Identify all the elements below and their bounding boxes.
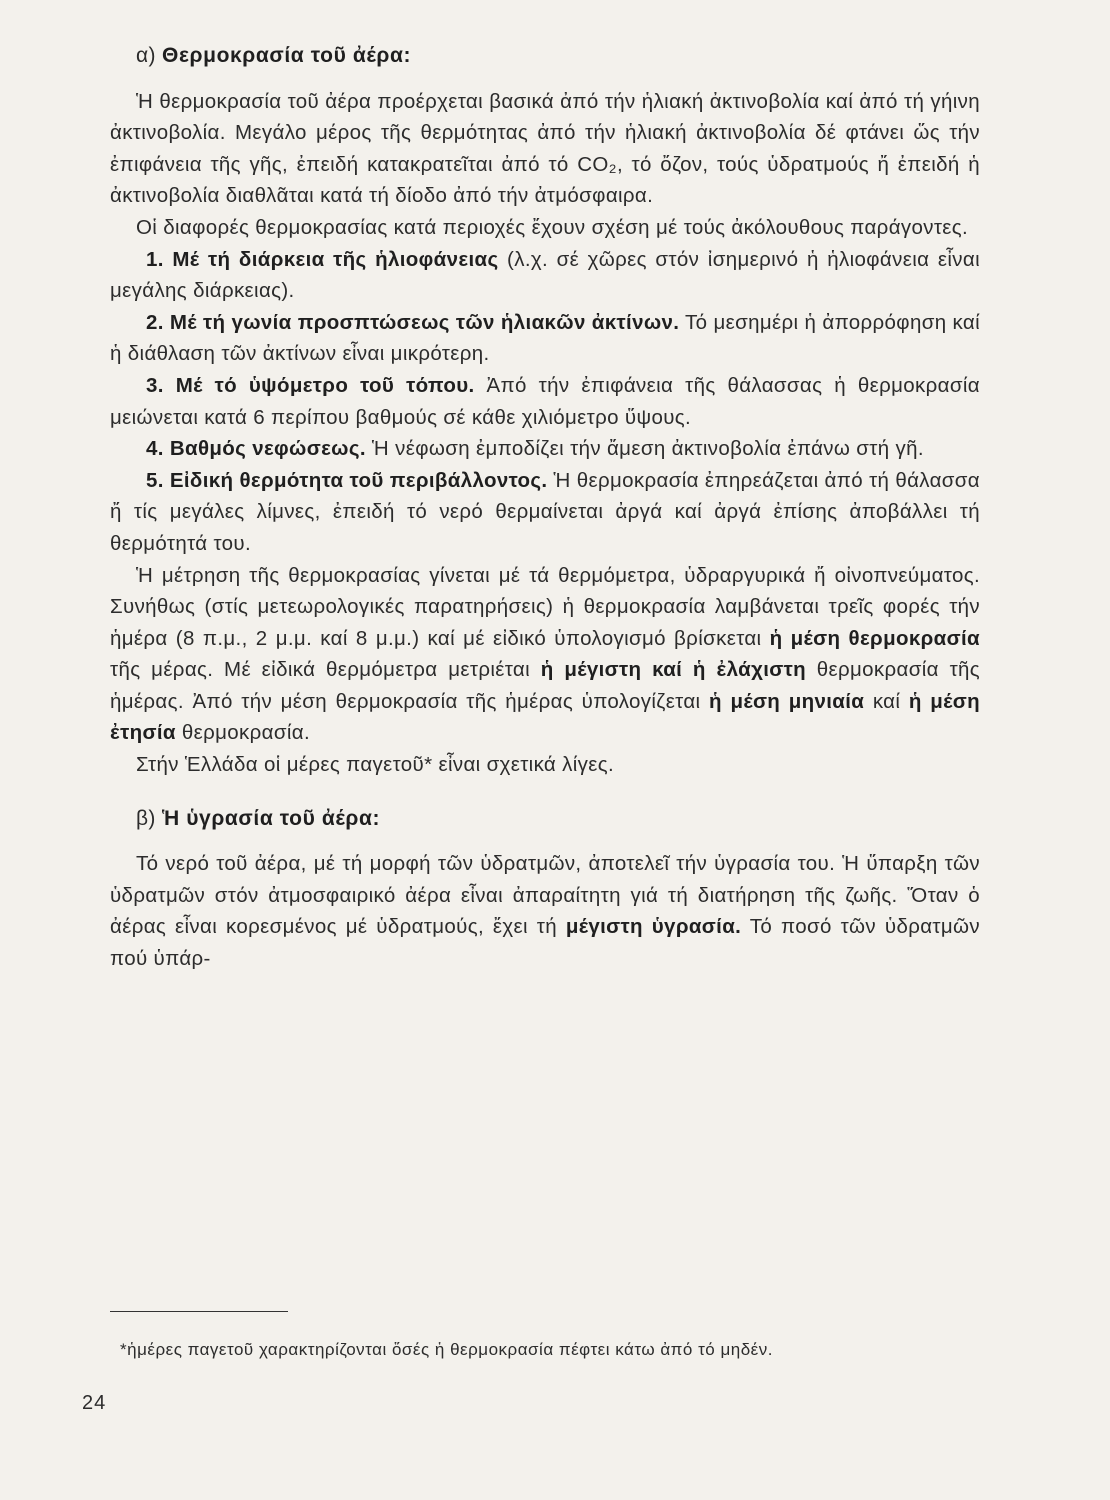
section-a-title: Θερμοκρασία τοῦ ἀέρα:	[162, 44, 412, 67]
measurement-text-5: θερμοκρασία.	[175, 721, 311, 745]
factor-title-4: 4. Βαθμός νεφώσεως.	[146, 437, 366, 461]
factor-title-1: 1. Μέ τή διάρκεια τῆς ἡλιοφάνειας	[146, 247, 499, 271]
main-text	[110, 40, 980, 975]
humidity-text-2: Τό ποσό τῶν ὑδρατμῶν πού ὑπάρ-	[110, 915, 980, 971]
footnote-divider	[110, 1311, 288, 1312]
factor-text-4: Ἡ νέφωση ἐμποδίζει τήν ἄμεση ἀκτινοβολία ἐπάνω στή γῆ.	[365, 437, 924, 461]
section-a-heading	[110, 40, 980, 72]
measurement-bold-4: ἡ μέση ἐτησία	[110, 689, 981, 745]
paragraph-frost-days-greece: Στήν Ἑλλάδα οἱ μέρες παγετοῦ* εἶναι σχετικά λίγες.	[136, 753, 615, 777]
factor-text-5: Ἡ θερμοκρασία ἐπηρεάζεται ἀπό τή θάλασσα ἤ τίς μεγάλες λίμνες, ἐπειδή τό νερό θερμαίνεται ἀργά καί ἀργά ἐπίσης ἀποβάλλει τή θερμότητά του.	[110, 468, 980, 555]
measurement-text-1: Ἡ μέτρηση τῆς θερμοκρασίας γίνεται μέ τά θερμόμετρα, ὑδραργυρικά ἤ οἰνοπνεύματος. Συνήθως (στίς μετεωρολογικές παρατηρήσεις) ἡ θερμοκρασία λαμβάνεται τρεῖς φορές τήν ἡμέρα (8 π.μ., 2 μ.μ. καί 8 μ.μ.) καί μέ εἰδικό ὑπολογισμό βρίσκεται	[110, 563, 980, 650]
factor-title-2: 2. Μέ τή γωνία προσπτώσεως τῶν ἡλιακῶν ἀκτίνων.	[146, 310, 680, 334]
factor-title-3: 3. Μέ τό ὑψόμετρο τοῦ τόπου.	[146, 373, 475, 397]
measurement-text-4: καί	[864, 689, 909, 713]
measurement-bold-3: ἡ μέση μηνιαία	[709, 689, 865, 713]
factor-title-5: 5. Εἰδική θερμότητα τοῦ περιβάλλοντος.	[146, 468, 548, 492]
footnote: *ἡμέρες παγετοῦ χαρακτηρίζονται ὅσές ἡ θερμοκρασία πέφτει κάτω ἀπό τό μηδέν.	[120, 1340, 773, 1359]
factor-text-3: Ἀπό τήν ἐπιφάνεια τῆς θάλασσας ἡ θερμοκρασία μειώνεται κατά 6 περίπου βαθμούς σέ κάθε χιλιόμετρο ὕψους.	[110, 373, 980, 429]
measurement-bold-2: ἡ μέγιστη καί ἡ ἐλάχιστη	[540, 658, 807, 682]
section-b-prefix: β)	[136, 806, 156, 830]
factor-text-2: Τό μεσημέρι ἡ ἀπορρόφηση καί ἡ διάθλαση τῶν ἀκτίνων εἶναι μικρότερη.	[110, 310, 980, 366]
measurement-bold-1: ἡ μέση θερμοκρασία	[769, 626, 980, 650]
factor-item-5	[110, 465, 980, 560]
section-a-prefix: α)	[136, 44, 156, 67]
paragraph-temperature-measurement	[110, 560, 980, 750]
page-number: 24	[82, 1392, 107, 1414]
factor-item-1	[110, 244, 980, 307]
factor-item-4	[110, 433, 980, 465]
factor-text-1: (λ.χ. σέ χῶρες στόν ἰσημερινό ἡ ἡλιοφάνεια εἶναι μεγάλης διάρκειας).	[110, 247, 980, 303]
humidity-bold-1: μέγιστη ὑγρασία.	[565, 915, 742, 939]
section-b-heading	[110, 803, 980, 835]
humidity-text-1: Τό νερό τοῦ ἀέρα, μέ τή μορφή τῶν ὑδρατμῶν, ἀποτελεῖ τήν ὑγρασία του. Ἡ ὕπαρξη τῶν ὑδρατμῶν στόν ἀτμοσφαιρικό ἀέρα εἶναι ἀπαραίτητη γιά τή διατήρηση τῆς ζωῆς. Ὅταν ὁ ἀέρας εἶναι κορεσμένος μέ ὑδρατμούς, ἔχει τή	[110, 852, 980, 939]
factor-item-2	[110, 307, 980, 370]
section-b-title: Ἡ ὑγρασία τοῦ ἀέρα:	[161, 806, 381, 830]
measurement-text-2: τῆς μέρας. Μέ εἰδικά θερμόμετρα μετριέται	[110, 658, 541, 682]
paragraph-air-humidity	[110, 848, 980, 974]
factor-item-3	[110, 370, 980, 433]
measurement-text-3: θερμοκρασία τῆς ἡμέρας. Ἀπό τήν μέση θερμοκρασία τῆς ἡμέρας ὑπολογίζεται	[110, 658, 980, 713]
paragraph-temperature-factors-intro: Οἱ διαφορές θερμοκρασίας κατά περιοχές ἔχουν σχέση μέ τούς ἀκόλουθους παράγοντες.	[136, 215, 969, 239]
paragraph-air-temperature-origin: Ἡ θερμοκρασία τοῦ ἀέρα προέρχεται βασικά ἀπό τήν ἡλιακή ἀκτινοβολία καί ἀπό τή γήινη ἀκτινοβολία. Μεγάλο μέρος τῆς θερμότητας ἀπό τήν ἡλιακή ἀκτινοβολία δέ φτάνει ὥς τήν ἐπιφάνεια τῆς γῆς, ἐπειδή κατακρατεῖται ἀπό τό CO₂, τό ὄζον, τούς ὑδρατμούς ἤ ἐπειδή ἡ ἀκτινοβολία διαθλᾶται κατά τή δίοδο ἀπό τήν ἀτμόσφαιρα.	[110, 89, 980, 208]
